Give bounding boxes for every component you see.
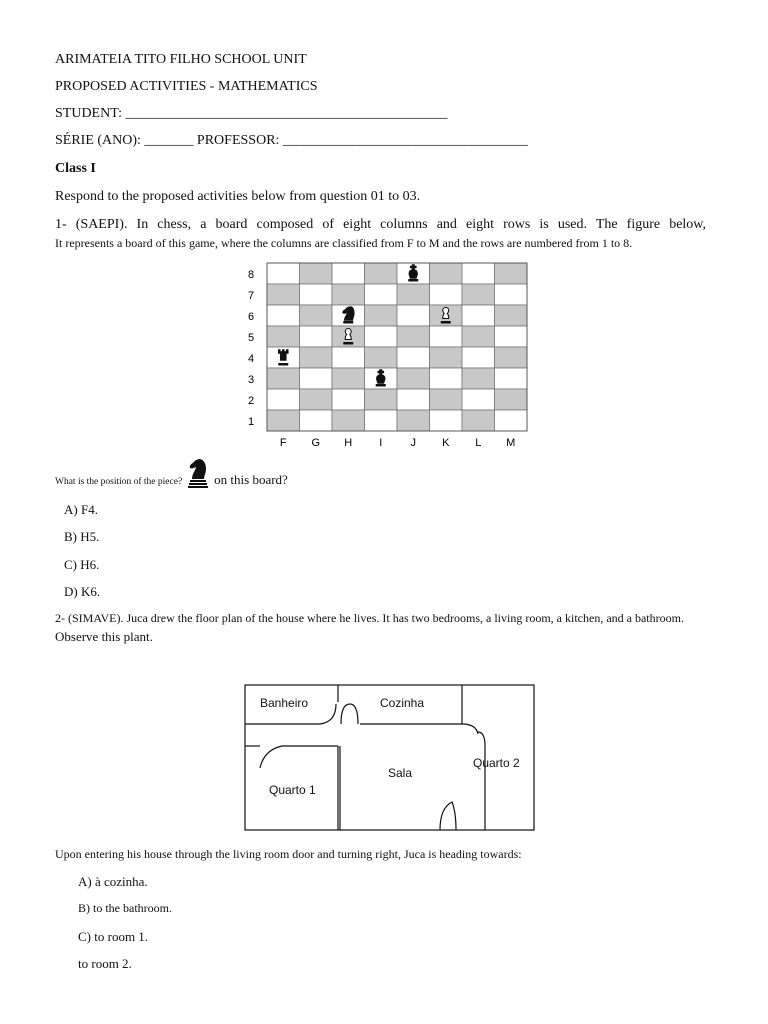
kitchen-corner: [462, 724, 478, 734]
board-square-L2: [462, 389, 495, 410]
column-labels: [280, 437, 515, 449]
board-square-K5: [430, 326, 463, 347]
board-square-J2: [397, 389, 430, 410]
column-label: G: [311, 437, 321, 449]
board-square-K2: [430, 389, 463, 410]
q1-option-a[interactable]: A) F4.: [64, 502, 98, 517]
board-square-M4: [495, 347, 528, 368]
q2-intro-2: Observe this plant.: [55, 629, 153, 644]
board-square-G2: [300, 389, 333, 410]
board-square-I6: [365, 305, 398, 326]
board-square-I5: [365, 326, 398, 347]
row-label: 1: [247, 416, 255, 428]
room-label-sala: Sala: [388, 766, 413, 780]
q1-option-b[interactable]: B) H5.: [64, 529, 100, 544]
q1-option-d[interactable]: D) K6.: [64, 584, 101, 599]
board-square-G6: [300, 305, 333, 326]
entrance-door: [440, 802, 456, 830]
board-square-F7: [267, 284, 300, 305]
room-label-banheiro: Banheiro: [260, 696, 309, 710]
board-square-H2: [332, 389, 365, 410]
board-square-K7: [430, 284, 463, 305]
column-label: F: [279, 437, 287, 449]
board-square-F6: [267, 305, 300, 326]
board-square-M5: [495, 326, 528, 347]
board-square-G1: [300, 410, 333, 431]
floor-plan: [240, 680, 540, 835]
board-square-M7: [495, 284, 528, 305]
board-squares: [267, 263, 527, 431]
board-square-J7: [397, 284, 430, 305]
kitchen-door: [341, 704, 358, 724]
board-square-M3: [495, 368, 528, 389]
board-square-H4: [332, 347, 365, 368]
q1-question: [55, 458, 288, 488]
q1-question-suffix: on this board?: [214, 472, 288, 487]
q1-question-prefix: What is the position of the piece?: [55, 477, 183, 487]
q1-option-c[interactable]: C) H6.: [64, 557, 100, 572]
board-square-J1: [397, 410, 430, 431]
room-label-cozinha: Cozinha: [380, 696, 425, 710]
board-square-F3: [267, 368, 300, 389]
school-name: ARIMATEIA TITO FILHO SCHOOL UNIT: [55, 52, 307, 67]
board-square-F5: [267, 326, 300, 347]
instructions: Respond to the proposed activities below from question 01 to 03.: [55, 189, 421, 204]
board-square-M1: [495, 410, 528, 431]
board-square-L5: [462, 326, 495, 347]
board-square-G3: [300, 368, 333, 389]
column-label: M: [506, 437, 516, 449]
row-label: 3: [247, 374, 255, 386]
board-square-G5: [300, 326, 333, 347]
q2-option-b[interactable]: B) to the bathroom.: [78, 901, 172, 915]
row-label: 5: [247, 332, 255, 344]
board-square-H7: [332, 284, 365, 305]
board-square-F8: [267, 263, 300, 284]
q1-intro: 1- (SAEPI). In chess, a board composed of eight columns and eight rows is used. The figure below,: [55, 217, 706, 232]
board-square-G8: [300, 263, 333, 284]
bathroom-door: [320, 704, 336, 724]
board-square-L4: [462, 347, 495, 368]
knight-icon: [187, 458, 209, 488]
board-square-M8: [495, 263, 528, 284]
room2-door: [478, 732, 485, 746]
board-square-I7: [365, 284, 398, 305]
row-label: 7: [247, 290, 255, 302]
board-square-L7: [462, 284, 495, 305]
column-label: K: [442, 437, 450, 449]
room1-door: [260, 746, 282, 768]
column-label: L: [475, 437, 482, 449]
row-label: 4: [247, 353, 255, 365]
board-square-H1: [332, 410, 365, 431]
row-label: 8: [247, 269, 255, 281]
board-square-K1: [430, 410, 463, 431]
board-square-L6: [462, 305, 495, 326]
board-square-K4: [430, 347, 463, 368]
serie-professor-line: SÉRIE (ANO): _______ PROFESSOR: ___________________________________: [55, 133, 528, 148]
board-square-M6: [495, 305, 528, 326]
row-label: 2: [247, 395, 255, 407]
board-square-J5: [397, 326, 430, 347]
board-square-J4: [397, 347, 430, 368]
q2-question: Upon entering his house through the living room door and turning right, Juca is heading towards:: [55, 847, 522, 861]
board-square-I1: [365, 410, 398, 431]
board-square-J3: [397, 368, 430, 389]
row-label: 6: [247, 311, 255, 323]
q2-intro: 2- (SIMAVE). Juca drew the floor plan of the house where he lives. It has two bedrooms, a living room, a kitchen, and a bathroom.: [55, 611, 684, 625]
board-square-L1: [462, 410, 495, 431]
board-square-J6: [397, 305, 430, 326]
q1-intro-2: It represents a board of this game, where the columns are classified from F to M and the rows are numbered from 1 to 8.: [55, 236, 633, 250]
board-square-H8: [332, 263, 365, 284]
board-square-H3: [332, 368, 365, 389]
student-line: STUDENT: ______________________________________________: [55, 106, 448, 121]
board-square-G7: [300, 284, 333, 305]
board-square-I8: [365, 263, 398, 284]
q2-option-d[interactable]: to room 2.: [78, 956, 132, 971]
column-label: I: [379, 437, 383, 449]
board-square-F1: [267, 410, 300, 431]
board-square-L8: [462, 263, 495, 284]
column-label: J: [410, 437, 416, 449]
class-title: Class I: [55, 161, 96, 176]
q2-option-c[interactable]: C) to room 1.: [78, 929, 149, 944]
board-square-I2: [365, 389, 398, 410]
room-label-quarto-2: Quarto 2: [473, 756, 520, 770]
board-square-L3: [462, 368, 495, 389]
board-square-I4: [365, 347, 398, 368]
board-square-K8: [430, 263, 463, 284]
board-square-G4: [300, 347, 333, 368]
q2-option-a[interactable]: A) à cozinha.: [78, 874, 148, 889]
board-square-K3: [430, 368, 463, 389]
chess-board: [238, 258, 538, 450]
board-square-F2: [267, 389, 300, 410]
row-labels: [248, 269, 254, 428]
activity-title: PROPOSED ACTIVITIES - MATHEMATICS: [55, 79, 318, 94]
room-label-quarto-1: Quarto 1: [269, 783, 316, 797]
column-label: H: [344, 437, 353, 449]
board-square-M2: [495, 389, 528, 410]
